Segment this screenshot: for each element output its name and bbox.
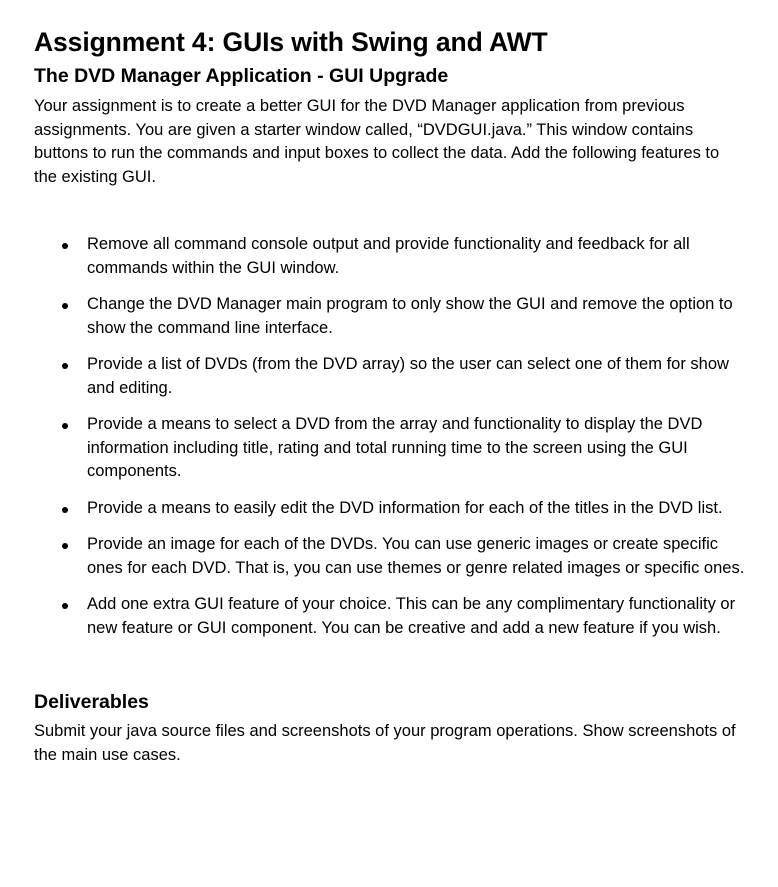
list-item-text: Remove all command console output and provide functionality and feedback for all commands within the GUI window.	[87, 235, 690, 277]
list-item	[34, 413, 746, 484]
list-item	[34, 293, 746, 340]
list-item	[34, 233, 746, 280]
list-item-text: Provide an image for each of the DVDs. You can use generic images or create specific ones for each DVD. That is, you can use themes or genre related images or specific ones.	[87, 535, 745, 577]
bullet-icon	[62, 363, 68, 369]
list-item	[34, 353, 746, 400]
intro-paragraph: Your assignment is to create a better GUI for the DVD Manager application from previous assignments. You are given a starter window called, “DVDGUI.java.” This window contains buttons to run the commands and input boxes to collect the data. Add the following features to the existing GUI.	[34, 97, 720, 186]
list-item-text: Change the DVD Manager main program to only show the GUI and remove the option to show the command line interface.	[87, 295, 733, 337]
bullet-icon	[62, 423, 68, 429]
document-page	[34, 26, 746, 767]
bullet-icon	[62, 243, 68, 249]
bullet-icon	[62, 603, 68, 609]
deliverables-heading: Deliverables	[34, 691, 149, 713]
list-item	[34, 533, 746, 580]
bullet-icon	[62, 303, 68, 309]
bullet-icon	[62, 543, 68, 549]
list-item	[34, 593, 746, 640]
page-title: Assignment 4: GUIs with Swing and AWT	[34, 27, 548, 57]
list-item	[34, 497, 746, 521]
feature-list	[34, 233, 746, 640]
section-subtitle: The DVD Manager Application - GUI Upgrade	[34, 65, 449, 87]
list-item-text: Provide a list of DVDs (from the DVD array) so the user can select one of them for show and editing.	[87, 355, 729, 397]
bullet-icon	[62, 507, 68, 513]
list-item-text: Add one extra GUI feature of your choice. This can be any complimentary functionality or new feature or GUI component. You can be creative and add a new feature if you wish.	[87, 595, 736, 637]
list-item-text: Provide a means to select a DVD from the array and functionality to display the DVD information including title, rating and total running time to the screen using the GUI components.	[87, 415, 703, 480]
deliverables-paragraph: Submit your java source files and screenshots of your program operations. Show screenshots of the main use cases.	[34, 722, 736, 764]
list-item-text: Provide a means to easily edit the DVD information for each of the titles in the DVD list.	[87, 498, 723, 517]
